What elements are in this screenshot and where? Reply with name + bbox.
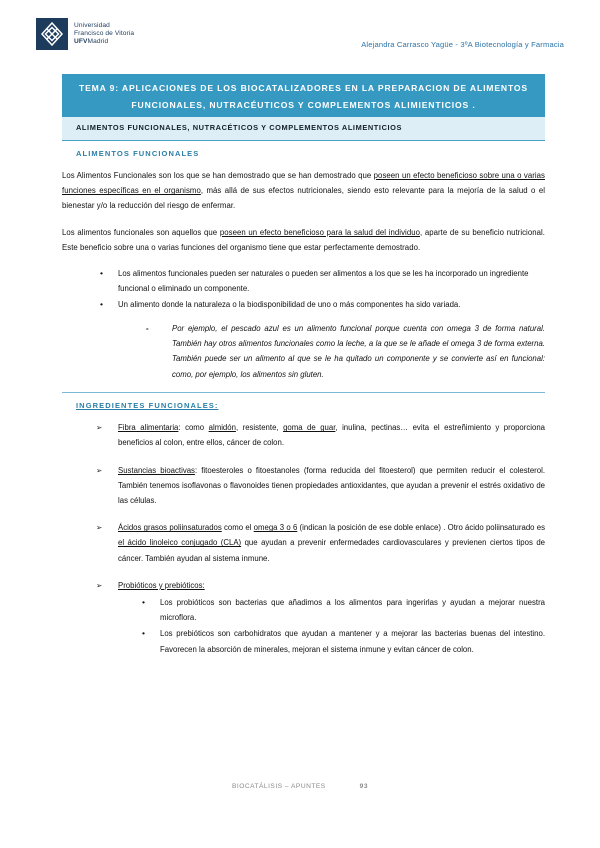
term-fibra-alimentaria: Fibra alimentaria	[118, 423, 179, 433]
para2-part-a: Los alimentos funcionales son aquellos que	[62, 227, 220, 237]
term-probioticos-prebioticos: Probióticos y prebióticos:	[118, 580, 205, 590]
chapter-subtitle-bar: ALIMENTOS FUNCIONALES, NUTRACÉTICOS Y COMPLEMENTOS ALIMENTICIOS	[62, 117, 545, 140]
document-body	[62, 140, 545, 659]
list-item-acidos-grasos: ➢ Ácidos grasos poliinsaturados como el omega 3 o 6 (indican la posición de ese doble enlace) . Otro ácido poliinsaturado es el ácido linoleico conjugado (CLA) que ayudan a prevenir enfermedades cardiovasculares y previenen ciertos tipos de cáncer. También ayudan al sistema inmune.	[62, 520, 545, 566]
term-sustancias-bioactivas: Sustancias bioactivas	[118, 465, 195, 475]
list-item: • Los probióticos son bacterias que añadimos a los alimentos para ingerirlas y ayudan a mejorar nuestra microflora.	[118, 595, 545, 625]
list-caracteristicas	[62, 266, 545, 313]
logo-line-2: Francisco de Vitoria	[74, 29, 135, 37]
list-probioticos-detail	[118, 595, 545, 657]
para2-part-b: , aparte de su beneficio nutricional. Este beneficio sobre una o varias funciones del organismo tiene que estar perfectamente demostrado.	[62, 227, 545, 252]
student-byline: Alejandra Carrasco Yagüe - 3ºA Biotecnología y Farmacia	[361, 40, 564, 49]
document-footer	[0, 783, 600, 790]
list-item-fibra-alimentaria: ➢ Fibra alimentaria: como almidón, resistente, goma de guar, inulina, pectinas… evita el estreñimiento y proporciona beneficios al colon, entre ellos, cáncer de colon.	[62, 420, 545, 450]
para2-underlined: poseen un efecto beneficioso para la salud del individuo	[219, 227, 420, 237]
chapter-title-banner: TEMA 9: APLICACIONES DE LOS BIOCATALIZADORES EN LA PREPARACION DE ALIMENTOS FUNCIONALES, NUTRACÉUTICOS Y COMPLEMENTOS ALIMIENTICIOS .	[62, 74, 545, 121]
list-item-sustancias-bioactivas: ➢ Sustancias bioactivas: fitoesteroles o fitoestanoles (forma reducida del fitoesterol) que permiten reducir el colesterol. También tenemos isoflavonas o flavonoides tienen propiedades antioxidantes, que ayudan a prevenir el estrés oxidativo de las células.	[62, 463, 545, 509]
footer-label: BIOCATÁLISIS – APUNTES	[231, 783, 326, 790]
list-item: • Los prebióticos son carbohidratos que ayudan a mantener y a mejorar las bacterias buenas del intestino. Favorecen la absorción de minerales, mejoran el sistema inmune y evitan cáncer de colon.	[118, 626, 545, 656]
para1-underlined: poseen un efecto beneficioso sobre una o varias funciones específicas en el organismo	[62, 171, 545, 196]
list-item-probioticos-prebioticos	[62, 578, 545, 657]
term-acidos-grasos: Ácidos grasos poliinsaturados	[118, 523, 222, 533]
footer-page-number: 93	[359, 783, 369, 790]
logo-line-3: UFVMadrid	[74, 38, 109, 46]
paragraph-definition-1	[62, 168, 545, 214]
list-ingredientes	[62, 420, 545, 657]
section-divider-top	[62, 140, 545, 141]
document-header	[36, 18, 564, 60]
section-heading-ingredientes-funcionales: INGREDIENTES FUNCIONALES:	[76, 401, 219, 411]
university-logo	[36, 18, 134, 50]
example-note-pescado-azul: - Por ejemplo, el pescado azul es un alimento funcional porque cuenta con omega 3 de forma natural. También hay otros alimentos funcionales como la leche, a la que se le añade el omega 3 de forma externa. También puede ser un alimento al que se le ha quitado un componente y se convierte así en funcional: como, por ejemplo, los alimentos sin gluten.	[62, 321, 545, 383]
list-item: • Los alimentos funcionales pueden ser naturales o pueden ser alimentos a los que se les ha incorporado un ingrediente funcional o eliminado un componente.	[62, 266, 545, 296]
ufv-diamond-logo-icon	[36, 18, 68, 50]
para1-part-a: Los Alimentos Funcionales son los que se han demostrado que se han demostrado que	[62, 171, 374, 180]
paragraph-definition-2	[62, 225, 545, 255]
list-item: • Un alimento donde la naturaleza o la biodisponibilidad de uno o más componentes ha sido variada.	[62, 297, 545, 312]
university-logo-text	[74, 22, 134, 46]
section-heading-alimentos-funcionales: ALIMENTOS FUNCIONALES	[76, 149, 200, 158]
logo-line-1: Universidad	[74, 21, 110, 29]
para1-part-b: , más allá de sus efectos nutricionales, siendo esto relevante para la mejoría de la salud o el bienestar y/o la reducción del riesgo de enfermar.	[62, 186, 545, 211]
section-divider-ingredientes	[62, 392, 545, 393]
